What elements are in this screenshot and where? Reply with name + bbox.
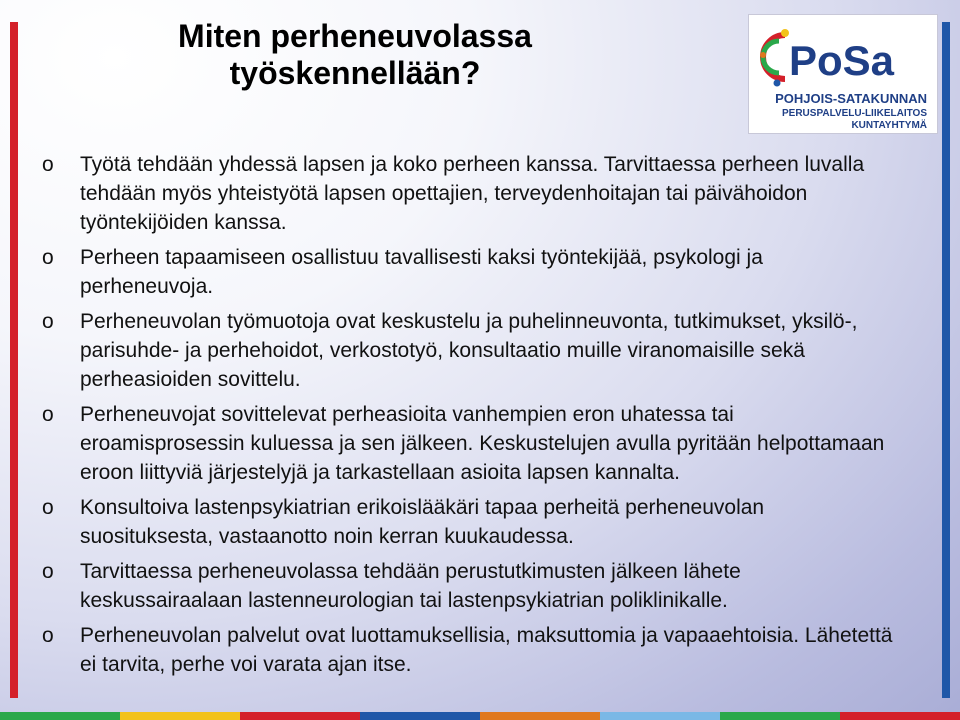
strip-segment [240,712,360,720]
posa-wordmark-icon [755,25,935,89]
bullet-circle-icon: o [42,496,54,519]
slide-title: Miten perheneuvolassa työskennellään? [178,18,532,91]
bullet-circle-icon: o [42,310,54,333]
bottom-color-strip [0,712,960,720]
strip-segment [480,712,600,720]
bullet-text: Perheneuvolan työmuotoja ovat keskustelu ja puhelinneuvonta, tutkimukset, yksilö-, parisuhde- ja perhehoidot, verkostotyö, konsultaatio muille viranomaisille sekä perheasioiden sovittelu. [80,310,858,391]
strip-segment [600,712,720,720]
logo-line-2: PERUSPALVELU-LIIKELAITOS [781,108,927,119]
left-accent-bar [10,22,18,698]
list-item [38,243,898,301]
bullet-text: Työtä tehdään yhdessä lapsen ja koko perheen kanssa. Tarvittaessa perheen luvalla tehdään myös yhteistyötä lapsen opettajien, terveydenhoitajan tai päivähoidon työntekijöiden kanssa. [80,153,865,234]
strip-segment [120,712,240,720]
list-item [38,307,898,394]
logo-line-3: KUNTAYHTYMÄ [851,120,927,131]
posa-logo [748,14,938,134]
right-accent-bar [942,22,950,698]
list-item [38,621,898,679]
bullet-circle-icon: o [42,246,54,269]
list-item [38,557,898,615]
bullet-text: Tarvittaessa perheneuvolassa tehdään perustutkimusten jälkeen lähete keskussairaalaan lastenneurologian tai lastenpsykiatrian poliklinikalle. [80,560,741,612]
bullet-circle-icon: o [42,153,54,176]
strip-segment [720,712,840,720]
bullet-circle-icon: o [42,403,54,426]
logo-line-1: POHJOIS-SATAKUNNAN [775,91,927,106]
bullet-text: Konsultoiva lastenpsykiatrian erikoislääkäri tapaa perheitä perheneuvolan suosituksesta, vastaanotto noin kerran kuukaudessa. [80,496,765,548]
bullet-text: Perheneuvojat sovittelevat perheasioita vanhempien eron uhatessa tai eroamisprosessin kuluessa ja sen jälkeen. Keskustelujen avulla pyritään helpottamaan eroon liittyviä järjestelyjä ja tarkastellaan asioita lapsen kannalta. [80,403,885,484]
list-item [38,150,898,237]
logo-wordmark: PoSa [789,37,895,84]
strip-segment [840,712,960,720]
bullet-circle-icon: o [42,560,54,583]
list-item [38,400,898,487]
bullet-text: Perheen tapaamiseen osallistuu tavallisesti kaksi työntekijää, psykologi ja perheneuvoja. [80,246,763,298]
bullet-circle-icon: o [42,624,54,647]
strip-segment [360,712,480,720]
strip-segment [0,712,120,720]
bullet-list [38,150,898,685]
bullet-text: Perheneuvolan palvelut ovat luottamuksellisia, maksuttomia ja vapaaehtoisia. Lähetettä ei tarvita, perhe voi varata ajan itse. [80,624,893,676]
list-item [38,493,898,551]
